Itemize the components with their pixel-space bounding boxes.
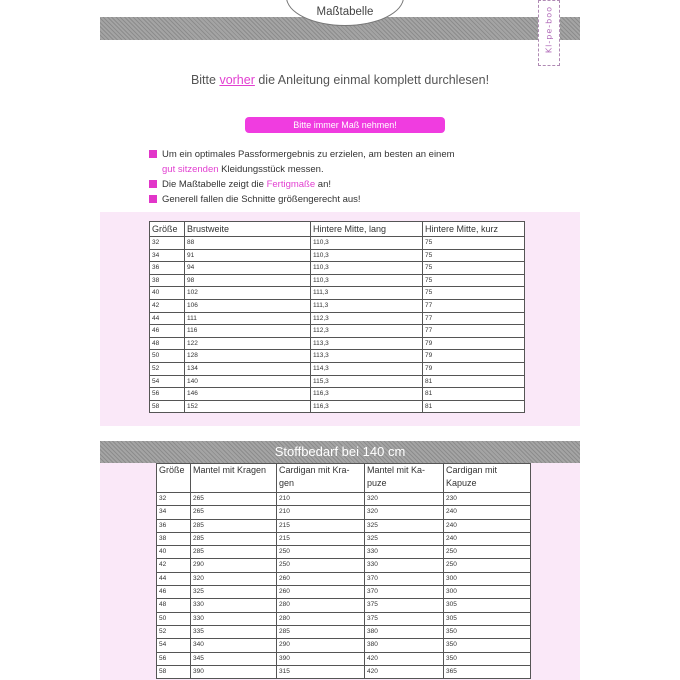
table-row <box>157 586 531 599</box>
table-cell: 230 <box>444 493 531 506</box>
table-cell: 34 <box>150 249 185 262</box>
table-cell: 50 <box>157 612 191 625</box>
bullet-1-pink: gut sitzenden <box>162 164 219 175</box>
table-cell: 111,3 <box>311 299 423 312</box>
size-table-wrap <box>149 221 525 413</box>
table-row <box>157 599 531 612</box>
bullet-1-rest: Kleidungsstück messen. <box>218 164 324 175</box>
table-cell: 290 <box>191 559 277 572</box>
table-cell: 77 <box>423 299 525 312</box>
table-cell: 320 <box>191 572 277 585</box>
table-cell: 330 <box>365 559 444 572</box>
fabric-table <box>156 463 531 679</box>
table-cell: 58 <box>150 400 185 413</box>
table-cell: 128 <box>185 350 311 363</box>
table-cell: 106 <box>185 299 311 312</box>
table-cell: 112,3 <box>311 312 423 325</box>
intro-before: Bitte <box>190 73 220 87</box>
table-cell: 75 <box>423 262 525 275</box>
table-cell: 38 <box>150 274 185 287</box>
table-cell: 350 <box>444 652 531 665</box>
table-cell: 330 <box>191 599 277 612</box>
table-cell: 79 <box>423 362 525 375</box>
table-cell: 250 <box>444 559 531 572</box>
table-row <box>150 237 525 250</box>
table-cell: 285 <box>191 519 277 532</box>
table-cell: 305 <box>444 599 531 612</box>
table-cell: 40 <box>150 287 185 300</box>
table-cell: 113,3 <box>311 350 423 363</box>
bullet-2-before: Die Maßtabelle zeigt die <box>162 179 267 190</box>
table-cell: 260 <box>277 586 365 599</box>
table-cell: 305 <box>444 612 531 625</box>
table-cell: 113,3 <box>311 337 423 350</box>
table-row <box>157 546 531 559</box>
bullet-square-icon <box>149 150 157 158</box>
bullet-square-icon <box>149 195 157 203</box>
table-cell: 350 <box>444 625 531 638</box>
table-cell: 335 <box>191 625 277 638</box>
table-cell: 210 <box>277 493 365 506</box>
table-row <box>157 519 531 532</box>
table-cell: 290 <box>277 639 365 652</box>
table-cell: 215 <box>277 532 365 545</box>
table-row <box>150 325 525 338</box>
bullet-3 <box>149 192 549 207</box>
table-cell: 79 <box>423 350 525 363</box>
table-cell: 116,3 <box>311 400 423 413</box>
table-cell: 340 <box>191 639 277 652</box>
table-cell: 390 <box>191 665 277 678</box>
table-cell: 134 <box>185 362 311 375</box>
table-row <box>150 287 525 300</box>
table-cell: 32 <box>150 237 185 250</box>
table-cell: 250 <box>277 546 365 559</box>
table-row <box>157 625 531 638</box>
table-cell: 152 <box>185 400 311 413</box>
table-cell: 265 <box>191 493 277 506</box>
table-cell: 50 <box>150 350 185 363</box>
table-row <box>150 262 525 275</box>
column-header: Mantel mit Kragen <box>191 464 277 493</box>
table-cell: 58 <box>157 665 191 678</box>
table-cell: 98 <box>185 274 311 287</box>
table-row <box>150 299 525 312</box>
table-row <box>150 350 525 363</box>
bullet-1 <box>149 147 549 177</box>
table-cell: 110,3 <box>311 262 423 275</box>
table-header-row <box>157 464 531 493</box>
table-row <box>157 572 531 585</box>
table-cell: 44 <box>150 312 185 325</box>
table-cell: 140 <box>185 375 311 388</box>
table-cell: 240 <box>444 506 531 519</box>
table-row <box>157 665 531 678</box>
table-cell: 42 <box>157 559 191 572</box>
table-cell: 75 <box>423 249 525 262</box>
column-header: Mantel mit Ka-puze <box>365 464 444 493</box>
table-cell: 111 <box>185 312 311 325</box>
table-cell: 350 <box>444 639 531 652</box>
notice-banner: Bitte immer Maß nehmen! <box>245 117 445 133</box>
table-cell: 110,3 <box>311 249 423 262</box>
table-cell: 280 <box>277 612 365 625</box>
table-cell: 285 <box>191 532 277 545</box>
table-cell: 32 <box>157 493 191 506</box>
table-row <box>157 532 531 545</box>
fabric-title: Stoffbedarf bei 140 cm <box>100 441 580 463</box>
table-row <box>150 337 525 350</box>
table-cell: 240 <box>444 519 531 532</box>
table-cell: 54 <box>150 375 185 388</box>
table-cell: 210 <box>277 506 365 519</box>
bullet-list <box>149 147 549 207</box>
table-cell: 325 <box>365 532 444 545</box>
bullet-2-pink: Fertigmaße <box>266 179 316 190</box>
table-cell: 112,3 <box>311 325 423 338</box>
table-cell: 75 <box>423 274 525 287</box>
table-cell: 215 <box>277 519 365 532</box>
table-cell: 390 <box>277 652 365 665</box>
table-cell: 115,3 <box>311 375 423 388</box>
bullet-square-icon <box>149 180 157 188</box>
table-cell: 54 <box>157 639 191 652</box>
table-cell: 44 <box>157 572 191 585</box>
table-cell: 315 <box>277 665 365 678</box>
table-cell: 81 <box>423 388 525 401</box>
table-cell: 116 <box>185 325 311 338</box>
table-row <box>157 639 531 652</box>
table-row <box>157 506 531 519</box>
table-row <box>157 612 531 625</box>
table-cell: 365 <box>444 665 531 678</box>
table-cell: 260 <box>277 572 365 585</box>
column-header: Größe <box>157 464 191 493</box>
table-cell: 48 <box>150 337 185 350</box>
table-cell: 88 <box>185 237 311 250</box>
table-cell: 56 <box>157 652 191 665</box>
bullet-1-line1: Um ein optimales Passformergebnis zu erzielen, am besten an einem <box>162 149 455 160</box>
table-cell: 77 <box>423 325 525 338</box>
table-cell: 79 <box>423 337 525 350</box>
table-cell: 110,3 <box>311 274 423 287</box>
table-cell: 325 <box>191 586 277 599</box>
intro-after: die Anleitung einmal komplett durchlesen! <box>254 73 490 87</box>
table-cell: 330 <box>191 612 277 625</box>
table-cell: 48 <box>157 599 191 612</box>
table-cell: 122 <box>185 337 311 350</box>
table-cell: 320 <box>365 493 444 506</box>
table-cell: 250 <box>277 559 365 572</box>
side-tag <box>538 0 560 66</box>
column-header: Hintere Mitte, lang <box>311 222 423 237</box>
table-cell: 94 <box>185 262 311 275</box>
table-cell: 285 <box>277 625 365 638</box>
table-cell: 40 <box>157 546 191 559</box>
table-cell: 375 <box>365 612 444 625</box>
column-header: Cardigan mit Kra-gen <box>277 464 365 493</box>
table-cell: 36 <box>150 262 185 275</box>
table-cell: 300 <box>444 572 531 585</box>
table-cell: 91 <box>185 249 311 262</box>
table-cell: 111,3 <box>311 287 423 300</box>
table-row <box>150 375 525 388</box>
table-row <box>157 559 531 572</box>
table-cell: 345 <box>191 652 277 665</box>
fabric-table-wrap <box>156 463 531 679</box>
table-cell: 240 <box>444 532 531 545</box>
table-cell: 116,3 <box>311 388 423 401</box>
table-row <box>150 249 525 262</box>
table-cell: 280 <box>277 599 365 612</box>
table-row <box>150 312 525 325</box>
table-cell: 38 <box>157 532 191 545</box>
table-cell: 110,3 <box>311 237 423 250</box>
table-cell: 56 <box>150 388 185 401</box>
table-cell: 114,3 <box>311 362 423 375</box>
table-row <box>150 400 525 413</box>
table-cell: 42 <box>150 299 185 312</box>
column-header: Cardigan mit Kapuze <box>444 464 531 493</box>
table-row <box>157 493 531 506</box>
table-cell: 320 <box>365 506 444 519</box>
table-row <box>150 274 525 287</box>
column-header: Hintere Mitte, kurz <box>423 222 525 237</box>
column-header: Brustweite <box>185 222 311 237</box>
table-row <box>150 362 525 375</box>
table-cell: 370 <box>365 572 444 585</box>
intro-text <box>100 73 580 87</box>
table-cell: 265 <box>191 506 277 519</box>
page <box>100 0 580 680</box>
table-row <box>150 388 525 401</box>
table-cell: 102 <box>185 287 311 300</box>
table-cell: 300 <box>444 586 531 599</box>
table-cell: 380 <box>365 625 444 638</box>
column-header: Größe <box>150 222 185 237</box>
bullet-3-text: Generell fallen die Schnitte größengerecht aus! <box>162 194 361 205</box>
table-cell: 325 <box>365 519 444 532</box>
intro-highlight: vorher <box>219 73 255 87</box>
table-row <box>157 652 531 665</box>
table-cell: 46 <box>157 586 191 599</box>
table-cell: 75 <box>423 287 525 300</box>
table-cell: 52 <box>157 625 191 638</box>
table-cell: 330 <box>365 546 444 559</box>
table-cell: 250 <box>444 546 531 559</box>
page-title: Maßtabelle <box>316 6 374 18</box>
table-cell: 81 <box>423 400 525 413</box>
table-header-row <box>150 222 525 237</box>
bullet-2-after: an! <box>315 179 331 190</box>
table-cell: 34 <box>157 506 191 519</box>
table-cell: 52 <box>150 362 185 375</box>
table-cell: 420 <box>365 652 444 665</box>
table-cell: 285 <box>191 546 277 559</box>
table-cell: 77 <box>423 312 525 325</box>
bullet-2 <box>149 177 549 192</box>
table-cell: 81 <box>423 375 525 388</box>
table-cell: 36 <box>157 519 191 532</box>
size-table <box>149 221 525 413</box>
side-tag-label: Kl-pe-boo <box>544 5 554 54</box>
table-cell: 375 <box>365 599 444 612</box>
table-cell: 420 <box>365 665 444 678</box>
table-cell: 46 <box>150 325 185 338</box>
table-cell: 75 <box>423 237 525 250</box>
table-cell: 146 <box>185 388 311 401</box>
table-cell: 370 <box>365 586 444 599</box>
table-cell: 380 <box>365 639 444 652</box>
